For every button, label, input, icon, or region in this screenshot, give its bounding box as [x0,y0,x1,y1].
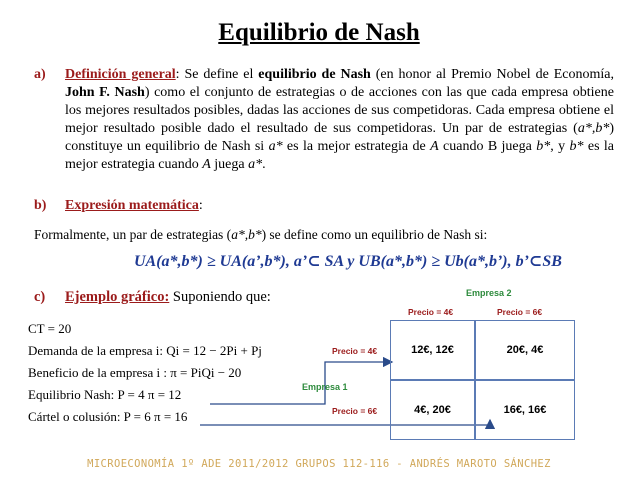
text-fragment: ) se define como un equilibrio de Nash si: [261,227,488,242]
section-a-label: Definición general [65,67,176,82]
equation-cost: CT = 20 [28,321,72,336]
equation-profit: Beneficio de la empresa i : π = PiQi − 20 [28,365,242,380]
text-fragment: . [262,157,266,172]
text-fragment: es la mejor estrategia de [282,139,431,154]
term-john-nash: John F. Nash [65,85,145,100]
equation-nash: Equilibrio Nash: P = 4 π = 12 [28,387,182,402]
equation-demand: Demanda de la empresa i: Qi = 12 − 2Pi + Pj [28,343,262,358]
italic-term: A [202,157,211,172]
text-fragment: Formalmente, un par de estrategias ( [34,227,232,242]
italic-term: a*,b* [577,121,610,136]
text-fragment: es la mejor estrategia cuando [65,139,614,172]
nash-arrow [210,362,392,404]
equation-cartel: Cártel o colusión: P = 6 π = 16 [28,409,188,424]
section-a-colon: : [175,67,180,82]
col-header-4: Precio = 4€ [408,307,454,317]
row-header-4: Precio = 4€ [332,346,378,356]
italic-term: b* [569,139,584,154]
section-c-label: Ejemplo gráfico: [65,289,170,305]
section-a-marker: a) [34,67,46,82]
footer: MICROECONOMÍA 1º ADE 2011/2012 GRUPOS 112-116 - ANDRÉS MAROTO SÁNCHEZ [87,458,551,470]
cell-4-6: 20€, 4€ [475,320,575,380]
text-fragment: ) constituye un equilibrio de Nash si [65,121,614,154]
section-b-colon: : [198,198,203,213]
text-fragment: (en honor al Premio Nobel de Economía, [370,67,614,82]
italic-term: A [430,139,439,154]
cell-4-4: 12€, 12€ [390,320,475,380]
italic-term: a*,b* [231,227,262,242]
empresa-1-label: Empresa 1 [302,382,348,392]
term-nash-equilibrium: equilibrio de Nash [258,67,371,82]
text-fragment: , y [550,139,570,154]
text-fragment: cuando B juega [438,139,537,154]
nash-math-expression: UA(a*,b*) ≥ UA(a’,b*), a’⊂ SA y UB(a*,b*) ≥ Ub(a*,b’), b’⊂SB [134,253,562,270]
italic-term: b* [536,139,551,154]
empresa-2-label: Empresa 2 [466,288,512,298]
section-c-marker: c) [34,289,46,305]
text-fragment: Se define el [179,67,259,82]
section-b-marker: b) [34,198,47,213]
italic-term: a* [268,139,283,154]
page-title: Equilibrio de Nash [218,19,420,46]
section-c-text: Suponiendo que: [169,289,271,305]
cell-6-4: 4€, 20€ [390,380,475,440]
section-b-label: Expresión matemática [65,198,199,213]
text-fragment: juega [210,157,249,172]
row-header-6: Precio = 6€ [332,406,378,416]
col-header-6: Precio = 6€ [497,307,543,317]
text-fragment: ) como el conjunto de estrategias o de acciones con las que cada empresa obtiene los mejores resultados posibles, dadas las acciones de sus competidoras. Cada empresa obtiene el mejor resultado posible dado el resultado de sus competidoras. Un par de estrategias ( [65,85,614,136]
cell-6-6: 16€, 16€ [475,380,575,440]
italic-term: a* [248,157,263,172]
